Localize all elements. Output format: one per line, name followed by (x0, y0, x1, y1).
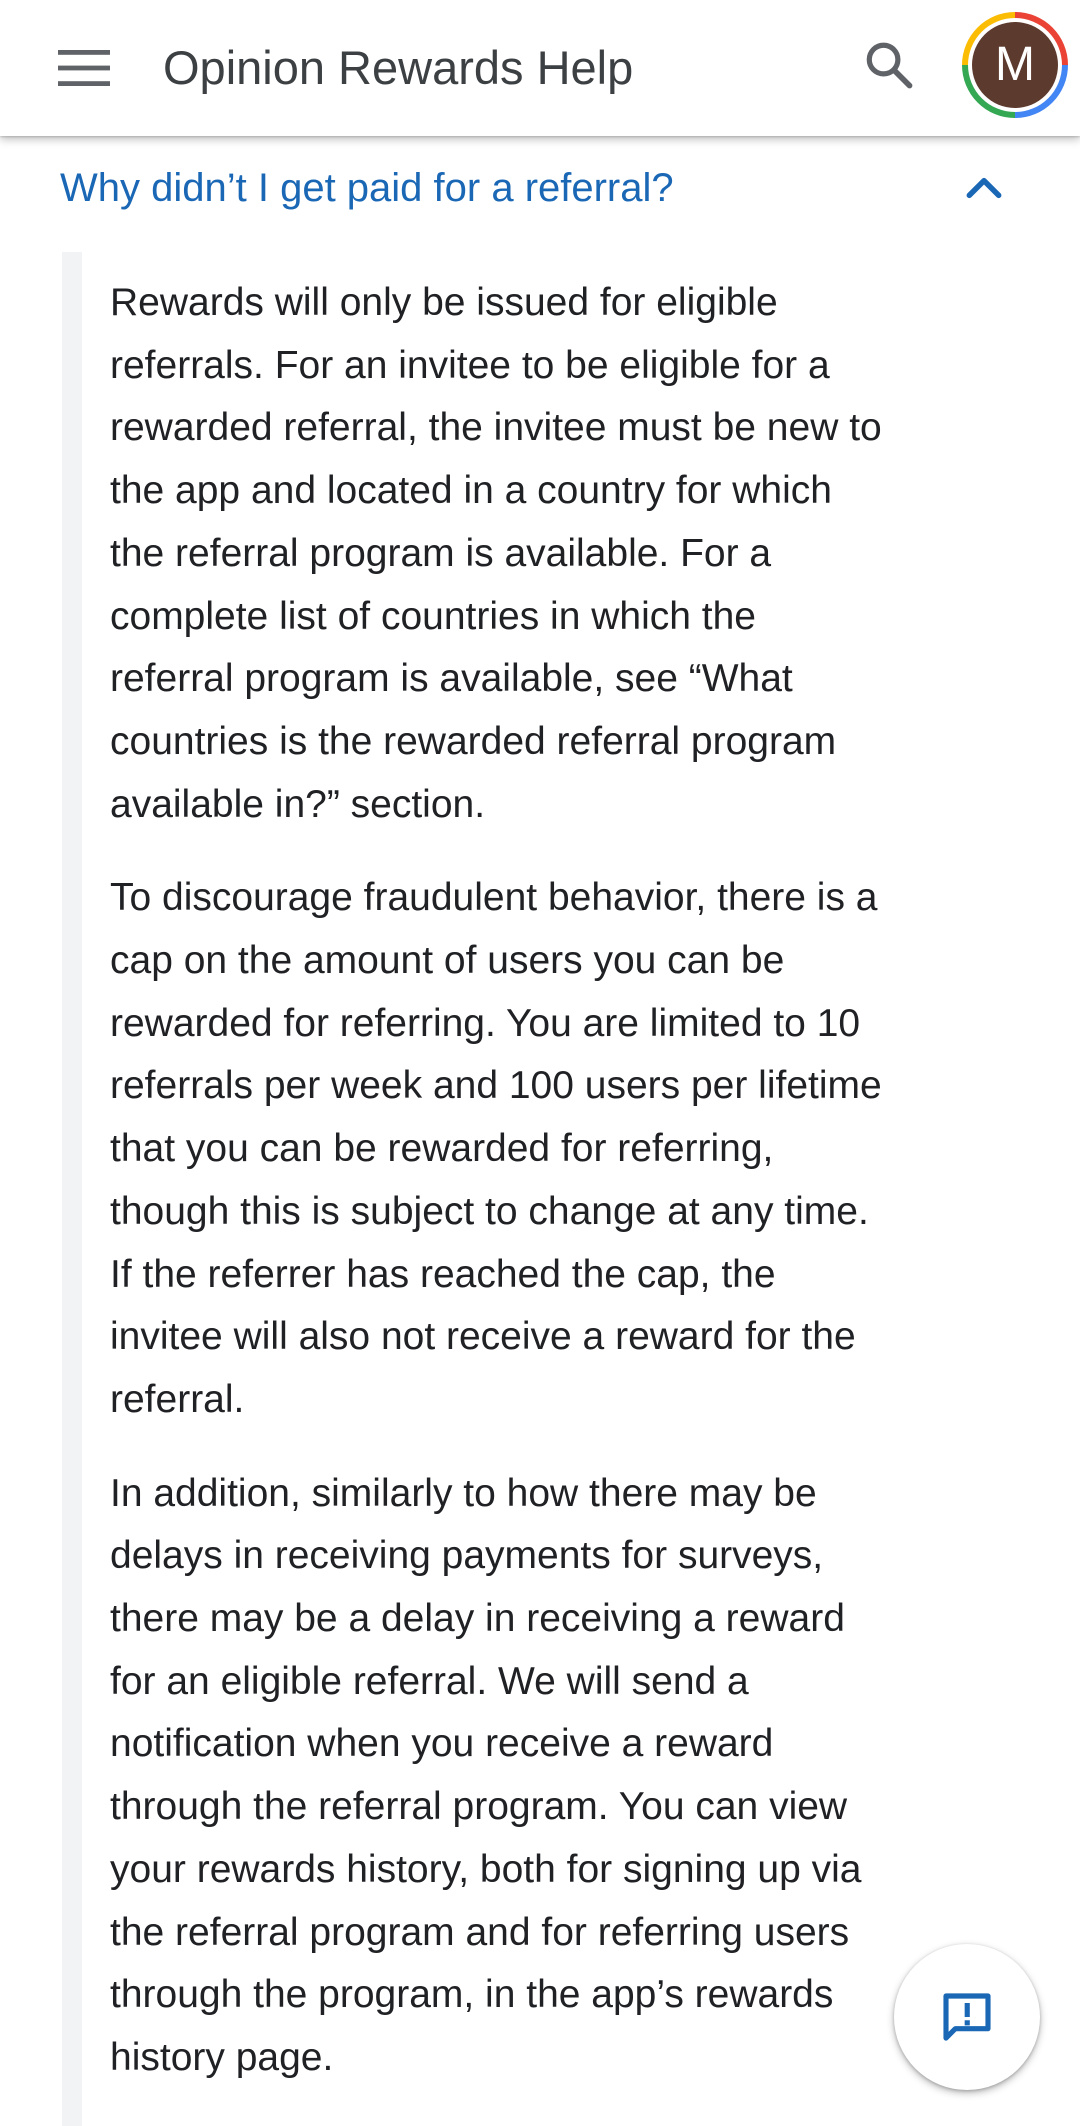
faq-answer-panel (62, 252, 1080, 2126)
faq-question-title: Why didn’t I get paid for a referral? (60, 166, 674, 210)
hamburger-menu-icon (58, 50, 110, 86)
feedback-icon (939, 1989, 995, 2045)
answer-paragraph: In addition, similarly to how there may be delays in receiving payments for surveys, there may be a delay in receiving a reward for an eligible referral. We will send a notification when you receive a reward through the referral program. You can view your rewards history, both for signing up via the referral program and for referring users through the program, in the app’s rewards history page. (110, 1471, 862, 2079)
app-title: Opinion Rewards Help (163, 41, 634, 94)
avatar: M (972, 22, 1058, 108)
feedback-button[interactable] (894, 1944, 1040, 2090)
search-icon (863, 39, 915, 91)
faq-question-header[interactable] (0, 140, 1080, 236)
top-app-bar (0, 0, 1080, 136)
account-button[interactable] (962, 12, 1068, 118)
answer-indent-bar (62, 252, 82, 2126)
answer-paragraph: To discourage fraudulent behavior, there is a cap on the amount of users you can be rewarded for referring. You are limited to 10 referrals per week and 100 users per lifetime that you can be rewarded for referring, though this is subject to change at any time. If the referrer has reached the cap, the invitee will also not receive a reward for the referral. (110, 876, 882, 1421)
menu-button[interactable] (46, 40, 122, 96)
answer-paragraph: Rewards will only be issued for eligible referrals. For an invitee to be eligible for a rewarded referral, the invitee must be new to the app and located in a country for which the referral program is available. For a complete list of countries in which the referral program is available, see “What countries is the rewarded referral program available in?” section. (110, 281, 882, 826)
avatar-ring-gap (968, 18, 1062, 112)
search-button[interactable] (856, 32, 922, 98)
answer-text (110, 272, 1050, 2121)
chevron-up-icon (962, 166, 1006, 210)
